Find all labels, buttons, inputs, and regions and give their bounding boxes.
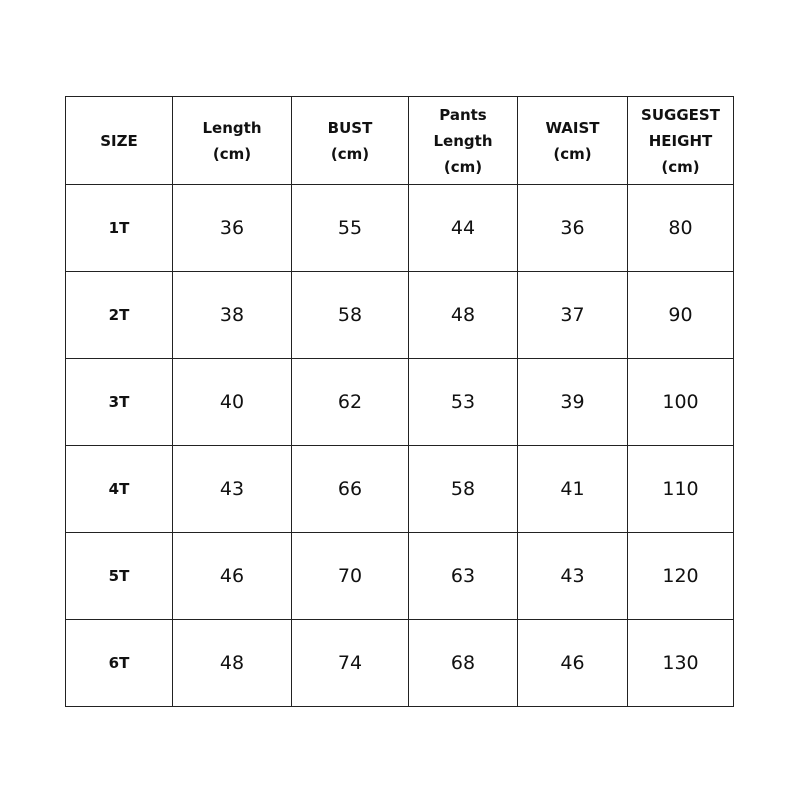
suggest-height-cell: 80 [628,185,734,272]
suggest-height-cell: 120 [628,533,734,620]
table-row [66,359,734,446]
header-size: SIZE [66,97,173,185]
pants-length-cell: 58 [409,446,518,533]
length-cell: 38 [173,272,292,359]
waist-cell: 43 [518,533,628,620]
length-cell: 46 [173,533,292,620]
header-pants-length: Pants Length (cm) [409,97,518,185]
size-cell: 6T [66,620,173,707]
waist-cell: 36 [518,185,628,272]
table-row [66,533,734,620]
pants-length-cell: 68 [409,620,518,707]
header-row [66,97,734,185]
pants-length-cell: 44 [409,185,518,272]
table-row [66,185,734,272]
table-row [66,620,734,707]
bust-cell: 66 [292,446,409,533]
waist-cell: 41 [518,446,628,533]
header-suggest-height: SUGGEST HEIGHT (cm) [628,97,734,185]
size-chart-table [65,96,734,707]
bust-cell: 70 [292,533,409,620]
pants-length-cell: 53 [409,359,518,446]
waist-cell: 37 [518,272,628,359]
header-bust: BUST (cm) [292,97,409,185]
size-cell: 3T [66,359,173,446]
bust-cell: 62 [292,359,409,446]
bust-cell: 74 [292,620,409,707]
table-row [66,272,734,359]
pants-length-cell: 48 [409,272,518,359]
suggest-height-cell: 110 [628,446,734,533]
suggest-height-cell: 90 [628,272,734,359]
suggest-height-cell: 130 [628,620,734,707]
size-cell: 1T [66,185,173,272]
header-length: Length (cm) [173,97,292,185]
header-waist: WAIST (cm) [518,97,628,185]
length-cell: 48 [173,620,292,707]
length-cell: 36 [173,185,292,272]
length-cell: 43 [173,446,292,533]
length-cell: 40 [173,359,292,446]
bust-cell: 58 [292,272,409,359]
suggest-height-cell: 100 [628,359,734,446]
size-cell: 4T [66,446,173,533]
pants-length-cell: 63 [409,533,518,620]
size-cell: 2T [66,272,173,359]
waist-cell: 46 [518,620,628,707]
waist-cell: 39 [518,359,628,446]
bust-cell: 55 [292,185,409,272]
table-row [66,446,734,533]
size-cell: 5T [66,533,173,620]
